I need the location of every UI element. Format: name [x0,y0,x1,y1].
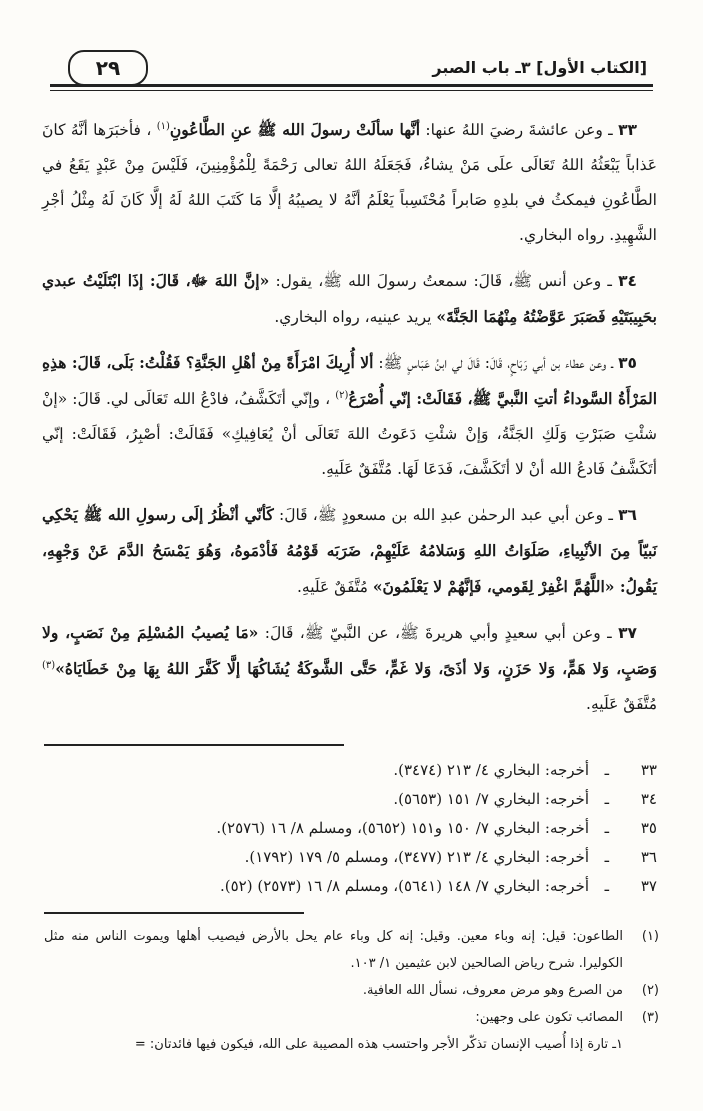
footnote-text: المصائب تكون على وجهين: [475,1010,623,1025]
hadith-number: ٣٧ [618,624,637,642]
footnote-text: من الصرع وهو مرض معروف، نسأل الله العافية. [362,983,623,998]
hadith-intro: ـ وعن أنس ﷺ، قَالَ: سمعتُ رسولَ الله ﷺ، يقول: [269,272,612,290]
footnote-marker: (٣) [641,1010,659,1025]
footnote [44,923,659,977]
hadith-rest: ، فأخبَرَها أنَّهُ كانَ عَذاباً يَبْعَثُهُ اللهُ تَعَالَى علَى مَنْ يشاءُ، فَجَعَلَهُ اللهُ تعالى رَحْمَةً لِلْمُؤْمِنِينَ، فَلَيْسَ مِنْ عَبْدٍ يَقَعُ في الطَّاعُونِ فيمكثُ في بلدِهِ صَابراً مُحْتَسِباً يَعْلَمُ أنَّهُ لا يصيبُهُ إلَّا مَا كَتَبَ اللهُ لَهُ إلَّا كَانَ لَهُ مِثْلُ أجْرِ الشَّهِيدِ. رواه البخاري. [42,121,657,244]
hadith-intro: ـ وعن أبي عبد الرحمٰن عبدِ الله بن مسعودٍ ﷺ، قَالَ: [273,506,613,524]
reference-row: ٣٤ ـ أخرجه: البخاري ٧/ ١٥١ (٥٦٥٣). [44,785,657,814]
reference-text: أخرجه: البخاري ٧/ ١٥١ (٥٦٥٣). [393,790,589,808]
hadith-quote: «إنَّ اللهَ ﷻ، قَالَ: إذَا ابْتَلَيْتُ عبدي بحَبِيبَتَيْهِ فَصَبَرَ عَوَّضْتُهُ مِنْهُمَا الجَنَّةَ» [42,271,657,326]
reference-number: ٣٦ [640,848,657,866]
footnote [44,1004,659,1031]
reference-row: ٣٣ ـ أخرجه: البخاري ٤/ ٢١٣ (٣٤٧٤). [44,756,657,785]
footnotes-list [44,923,659,1058]
hadith-number: ٣٦ [618,506,637,524]
reference-row: ٣٦ ـ أخرجه: البخاري ٤/ ٢١٣ (٣٤٧٧)، ومسلم ٥/ ١٧٩ (١٧٩٢). [44,843,657,872]
reference-number: ٣٤ [640,790,657,808]
page-header [50,50,653,90]
footnote-ref: (١) [156,120,170,132]
references-list [44,756,657,901]
chapter-title: [الكتاب الأول] ٣ـ باب الصبر [432,58,647,77]
hadith-intro: ـ وعن عائشةَ رضيَ اللهُ عنها: [420,121,613,139]
footnote-text: الطاعون: قيل: إنه وباء معين. وقيل: إنه كل وباء عام يحل بالأرض فيصيب أهلها ويموت الناس منه مثل الكوليرا. شرح رياض الصالحين لابن عثيمين ١/ ١٠٣. [44,929,623,971]
reference-number: ٣٧ [640,877,657,895]
hadith-37 [42,615,657,722]
footnote-text: ١ـ تارة إذا أُصيب الإنسان تذكّر الأجر واحتسب هذه المصيبة على الله، فيكون فيها فائدتان: = [134,1037,623,1052]
hadith-36 [42,497,657,605]
references-divider [44,744,344,746]
header-divider [50,84,653,87]
hadith-rest: ، وإنّي أتَكَشَّفُ، فادْعُ الله تَعَالَى لي. قَالَ: «إنْ شئْتِ صَبَرْتِ وَلَكِ الجَنَّةُ، وَإنْ شئْتِ دَعَوتُ اللهَ تَعَالَى أنْ يُعَافِيكِ» فَقَالَتْ: أصْبِرُ، فَقَالَتْ: إنّي أتَكَشَّفُ فَادعُ الله أنْ لا أتَكَشَّفَ، فَدَعَا لَهَا. مُتَّفَقٌ عَلَيهِ. [42,390,657,478]
footnote-marker: (٢) [641,983,659,998]
reference-text: أخرجه: البخاري ٤/ ٢١٣ (٣٤٧٧)، ومسلم ٥/ ١٧٩ (١٧٩٢). [244,848,589,866]
hadith-quote: كَأنّي أنْظُرُ إلَى رسولِ الله ﷺ يَحْكِي نَبيّاً مِنَ الأنْبِياءِ، صَلَوَاتُ اللهِ وَسَلامُهُ عَلَيْهِمْ، ضَرَبَه قَوْمُهُ فَأدْمَوهُ، وَهُوَ يَمْسَحُ الدَّمَ عَنْ وَجْهِهِ، يَقُولُ: «اللَّهُمَّ اغْفِرْ لِقَومي، فَإنَّهُمْ لا يَعْلَمُونَ» [42,505,657,596]
page-number: ٢٩ [68,50,148,86]
hadith-quote: أنَّها سألَتْ رسولَ الله ﷺ عنِ الطَّاعُونِ [169,120,421,139]
hadith-rest: مُتَّفَقٌ عَلَيهِ. [296,578,368,596]
footnote [44,1031,659,1058]
reference-number: ٣٣ [640,761,657,779]
reference-number: ٣٥ [640,819,657,837]
footnotes-divider [44,912,304,914]
hadith-intro: ـ وعن عطاء بن أبي رَبَاحٍ، قَالَ: قَالَ لي ابنُ عَبَاسٍ ﷺ: [373,354,614,372]
hadith-rest: يريد عينيه، رواه البخاري. [274,308,432,326]
hadith-number: ٣٣ [618,121,637,139]
header-divider-thin [50,90,653,91]
footnote-ref: (٣) [42,659,56,671]
hadith-34 [42,263,657,335]
footnote-marker: (١) [641,929,659,944]
reference-text: أخرجه: البخاري ٧/ ١٤٨ (٥٦٤١)، ومسلم ٨/ ١٦ (٢٥٧٣) (٥٢). [220,877,589,895]
main-text [42,112,657,732]
hadith-33 [42,112,657,253]
reference-row: ٣٥ ـ أخرجه: البخاري ٧/ ١٥٠ و١٥١ (٥٦٥٢)، ومسلم ٨/ ١٦ (٢٥٧٦). [44,814,657,843]
hadith-intro: ـ وعن أبي سعيدٍ وأبي هريرةَ ﷺ، عن النَّبيّ ﷺ، قَالَ: [258,624,612,642]
hadith-35 [42,345,657,487]
reference-row: ٣٧ ـ أخرجه: البخاري ٧/ ١٤٨ (٥٦٤١)، ومسلم ٨/ ١٦ (٢٥٧٣) (٥٢). [44,872,657,901]
footnote-marker [623,1031,659,1058]
footnote-ref: (٢) [335,389,349,401]
reference-text: أخرجه: البخاري ٧/ ١٥٠ و١٥١ (٥٦٥٢)، ومسلم ٨/ ١٦ (٢٥٧٦). [216,819,589,837]
hadith-number: ٣٤ [618,272,637,290]
hadith-quote: «مَا يُصيبُ المُسْلِمَ مِنْ نَصَبٍ، ولا وَصَبٍ، وَلا هَمٍّ، وَلا حَزَنٍ، وَلا أذَىً، وَلا غَمٍّ، حَتَّى الشَّوكَةُ يُشَاكُهَا إلَّا كَفَّرَ اللهُ بِهَا مِنْ خَطَايَاهُ» [42,623,657,678]
footnote [44,977,659,1004]
reference-text: أخرجه: البخاري ٤/ ٢١٣ (٣٤٧٤). [393,761,589,779]
hadith-number: ٣٥ [618,354,637,372]
hadith-quote: ألا أُرِيكَ امْرَأَةً مِنْ أهْلِ الجَنَّةِ؟ فَقُلْتُ: بَلَى، قَالَ: هذِهِ المَرْأَةُ السَّوداءُ أتتِ النَّبيَّ ﷺ، فَقَالَتْ: إنّي أُصْرَعُ [42,353,658,408]
hadith-rest: مُتَّفَقٌ عَلَيهِ. [586,695,657,713]
